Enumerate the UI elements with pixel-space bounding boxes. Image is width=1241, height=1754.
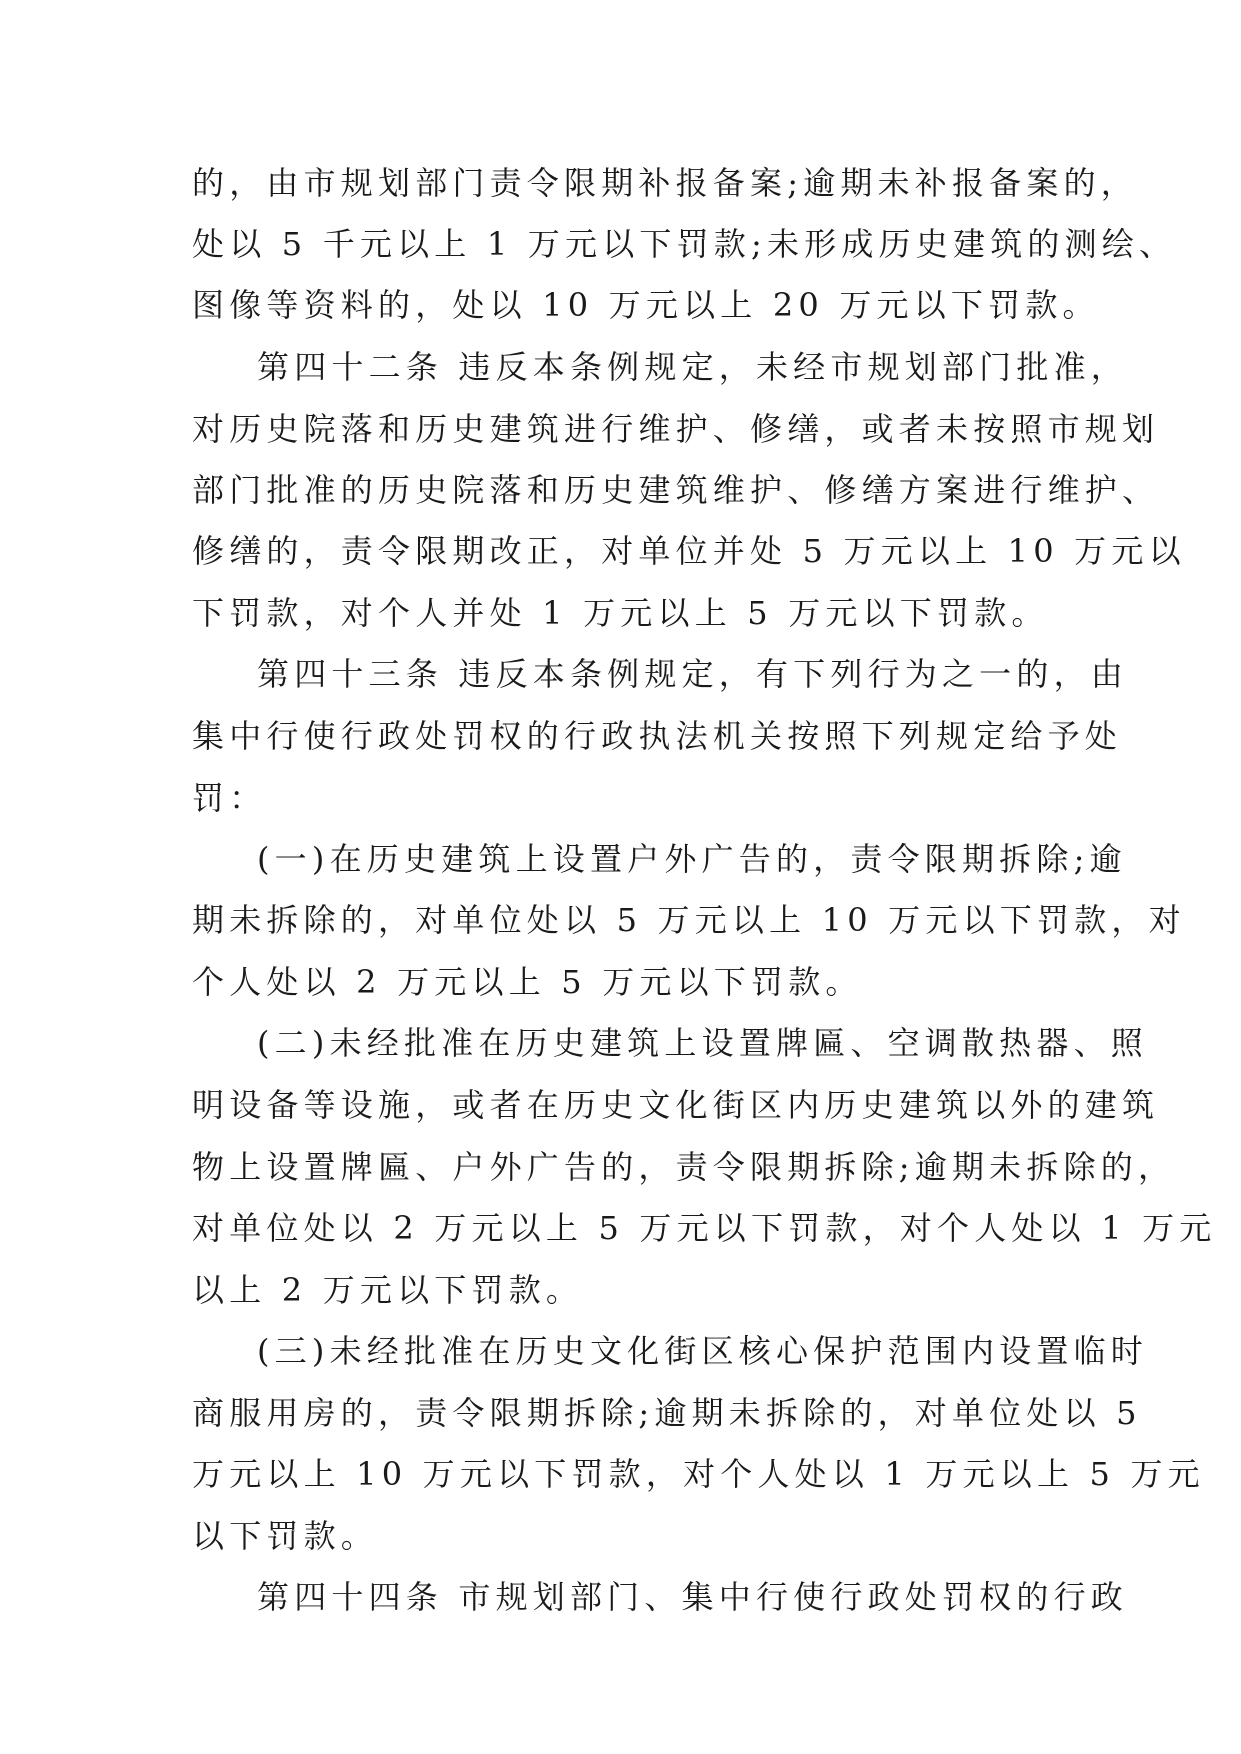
clause-1-line: (一)在历史建筑上设置户外广告的，责令限期拆除;逾 xyxy=(257,840,1127,878)
clause-2-line: (二)未经批准在历史建筑上设置牌匾、空调散热器、照 xyxy=(257,1024,1148,1062)
text-line: 罚： xyxy=(192,779,267,817)
text-line: 对历史院落和历史建筑进行维护、修缮，或者未按照市规划 xyxy=(192,410,1160,448)
text-line: 以上 2 万元以下罚款。 xyxy=(192,1271,584,1309)
text-line: 个人处以 2 万元以上 5 万元以下罚款。 xyxy=(192,963,863,1001)
text-line: 集中行使行政处罚权的行政执法机关按照下列规定给予处 xyxy=(192,717,1123,755)
clause-3-line: (三)未经批准在历史文化街区核心保护范围内设置临时 xyxy=(257,1332,1148,1370)
text-line: 物上设置牌匾、户外广告的，责令限期拆除;逾期未拆除的， xyxy=(192,1148,1176,1186)
text-line: 商服用房的，责令限期拆除;逾期未拆除的，对单位处以 5 xyxy=(192,1394,1142,1432)
text-line: 的，由市规划部门责令限期补报备案;逾期未补报备案的， xyxy=(192,164,1138,202)
text-line: 下罚款，对个人并处 1 万元以上 5 万元以下罚款。 xyxy=(192,594,1049,632)
text-line: 万元以上 10 万元以下罚款，对个人处以 1 万元以上 5 万元 xyxy=(192,1455,1205,1493)
text-line: 图像等资料的，处以 10 万元以上 20 万元以下罚款。 xyxy=(192,286,1100,324)
text-line: 修缮的，责令限期改正，对单位并处 5 万元以上 10 万元以 xyxy=(192,532,1186,570)
text-line: 明设备等设施，或者在历史文化街区内历史建筑以外的建筑 xyxy=(192,1086,1160,1124)
text-line: 对单位处以 2 万元以上 5 万元以下罚款，对个人处以 1 万元 xyxy=(192,1209,1217,1247)
text-line: 部门批准的历史院落和历史建筑维护、修缮方案进行维护、 xyxy=(192,471,1160,509)
text-line: 处以 5 千元以上 1 万元以下罚款;未形成历史建筑的测绘、 xyxy=(192,225,1177,263)
article-44-heading-line: 第四十四条 市规划部门、集中行使行政处罚权的行政 xyxy=(257,1578,1128,1616)
article-43-heading-line: 第四十三条 违反本条例规定，有下列行为之一的，由 xyxy=(257,655,1128,693)
text-line: 期未拆除的，对单位处以 5 万元以上 10 万元以下罚款，对 xyxy=(192,901,1186,939)
article-42-heading-line: 第四十二条 违反本条例规定，未经市规划部门批准， xyxy=(257,348,1128,386)
text-line: 以下罚款。 xyxy=(192,1517,379,1555)
